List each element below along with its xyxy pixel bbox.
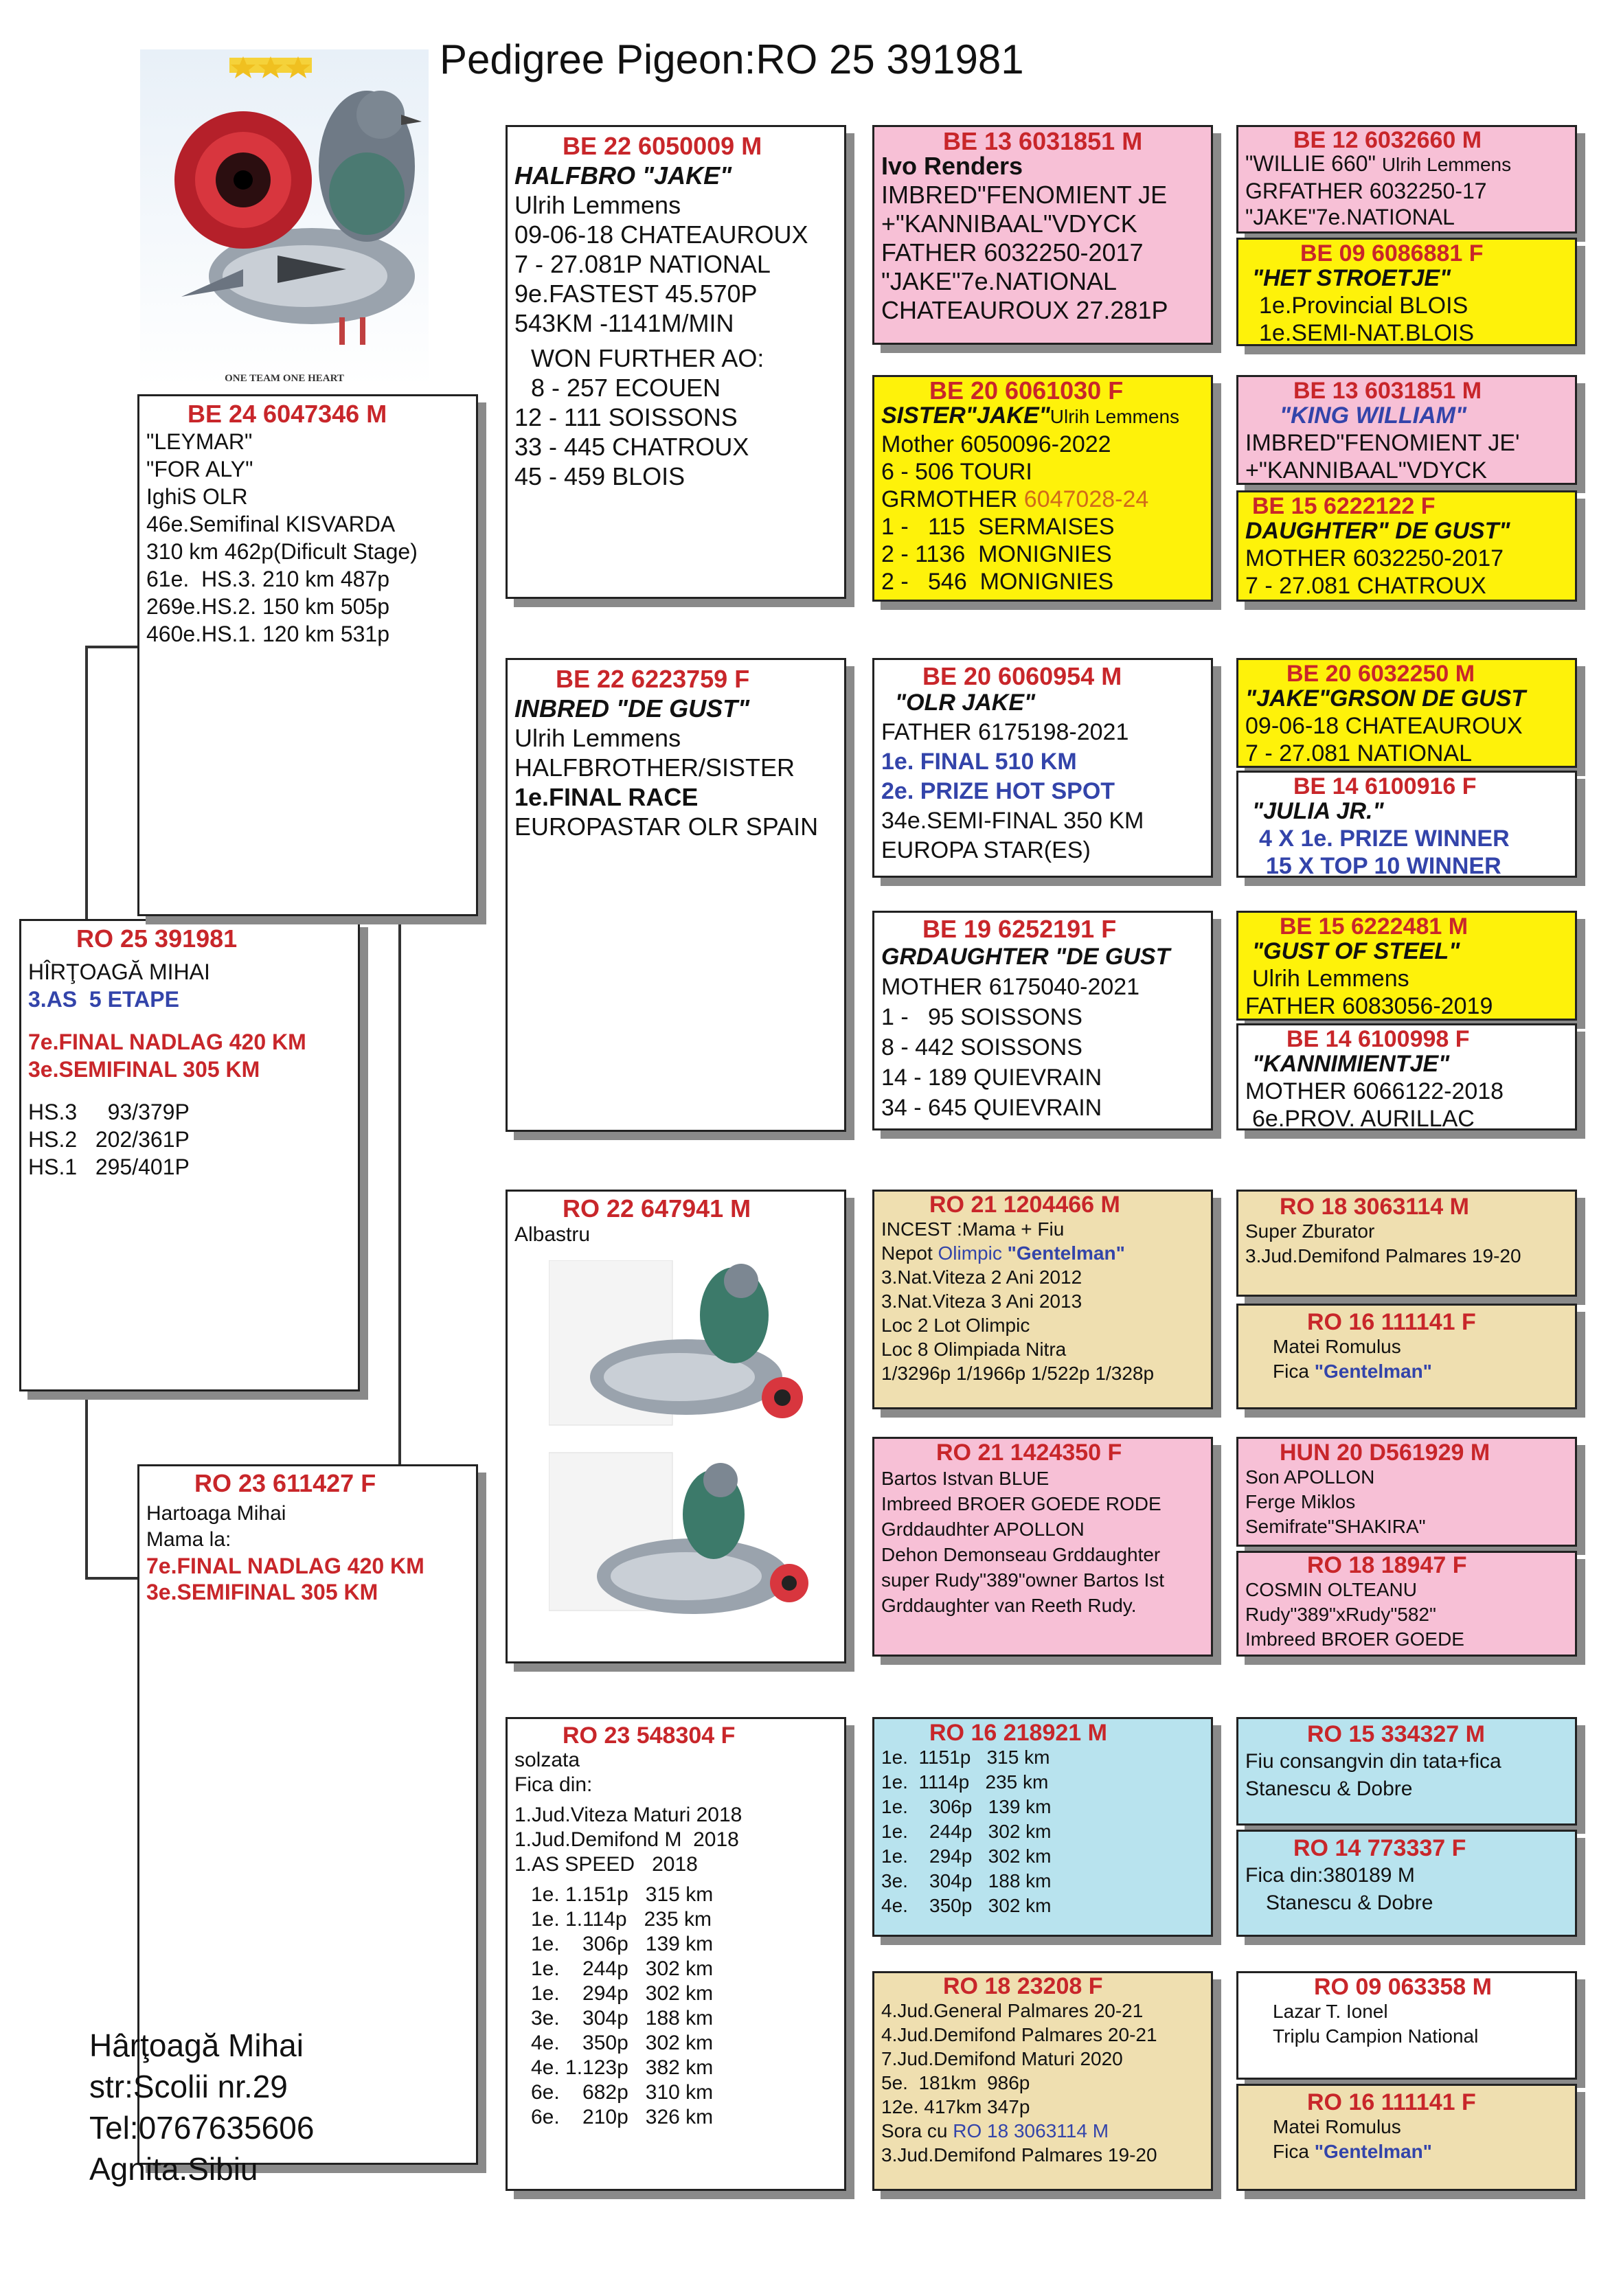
ring-number: RO 15 334327 M — [1307, 1721, 1485, 1747]
result-line: 1e. 1114p 235 km — [881, 1771, 1049, 1793]
result-line: 4.Jud.General Palmares 20-21 — [881, 2000, 1144, 2021]
pigeon-name: "KING WILLIAM" — [1280, 402, 1467, 429]
result-line: FATHER 6032250-2017 — [881, 238, 1144, 266]
result-line: 1 - 115 SERMAISES — [881, 514, 1115, 540]
result-line: 310 km 462p(Dificult Stage) — [146, 539, 418, 564]
result-line: 1e. 1151p 315 km — [881, 1747, 1050, 1768]
ring-number: BE 20 6060954 M — [922, 662, 1122, 690]
result-line: Grddaughter van Reeth Rudy. — [881, 1595, 1137, 1616]
ring-number: RO 16 111141 F — [1307, 2089, 1476, 2115]
ring-number: BE 22 6050009 M — [563, 132, 762, 160]
result-line: 4 X 1e. PRIZE WINNER — [1259, 826, 1510, 852]
ring-number: RO 18 23208 F — [943, 1973, 1103, 1999]
result-line: "JAKE"7e.NATIONAL — [1245, 205, 1455, 229]
result-line: 9e.FASTEST 45.570P — [514, 280, 758, 308]
gentelman-ref: "Gentelman" — [1007, 1242, 1125, 1264]
result-line: INCEST :Mama + Fiu — [881, 1218, 1065, 1240]
pedigree-card-gen3-4 — [506, 1717, 846, 2191]
result-line: 7 - 27.081 NATIONAL — [1245, 740, 1473, 766]
note: Mama la: — [146, 1528, 231, 1551]
pedigree-card-gen4-2 — [872, 375, 1213, 602]
label: GRMOTHER — [881, 486, 1024, 512]
ring-number: BE 20 6061030 F — [929, 376, 1124, 405]
result-line: 2e. PRIZE HOT SPOT — [881, 778, 1115, 804]
pigeon-name: "HET STROETJE" — [1252, 265, 1451, 291]
ring-number: RO 23 611427 F — [194, 1469, 376, 1497]
label: Nepot — [881, 1242, 938, 1264]
grandmother-line — [881, 486, 1204, 513]
ring-number: RO 16 111141 F — [1307, 1309, 1476, 1335]
result-line: 15 X TOP 10 WINNER — [1266, 853, 1501, 878]
color-note: Albastru — [514, 1223, 591, 1246]
pedigree-card-gen4-3 — [872, 658, 1213, 878]
owner-city: Agnita.Sibiu — [89, 2151, 258, 2187]
result-line: Ferge Miklos — [1245, 1491, 1356, 1512]
result-line: IMBRED"FENOMIENT JE' — [1245, 430, 1520, 456]
result-line: 6 - 506 TOURI — [881, 459, 1032, 485]
result-line: 1e. 294p 302 km — [881, 1845, 1052, 1867]
label: Sora cu — [881, 2120, 953, 2141]
pedigree-card-gen4-6 — [872, 1437, 1213, 1657]
pedigree-card-gen5-6 — [1236, 771, 1577, 878]
owner-name: Matei Romulus — [1273, 2116, 1401, 2137]
name-line — [1245, 150, 1568, 178]
result-line: 543KM -1141M/MIN — [514, 309, 734, 337]
ring-number: HUN 20 D561929 M — [1280, 1440, 1490, 1466]
result-line: 1e. 1.114p 235 km — [531, 1908, 712, 1931]
label: Fica — [1273, 2141, 1315, 2162]
pigeon-name: "OLR JAKE" — [895, 690, 1036, 716]
result-line: 1e. 244p 302 km — [881, 1821, 1052, 1842]
result-line: 3.Nat.Viteza 2 Ani 2012 — [881, 1266, 1082, 1288]
connector-line — [85, 646, 137, 648]
result-line: Mother 6050096-2022 — [881, 431, 1111, 457]
result-line: 5e. 181km 986p — [881, 2072, 1030, 2093]
result-line: +"KANNIBAAL"VDYCK — [881, 209, 1137, 238]
result-line: 6e. 210p 326 km — [531, 2106, 714, 2128]
pigeon-name: "LEYMAR" — [146, 429, 253, 454]
owner-street: str:Scolii nr.29 — [89, 2069, 288, 2104]
result-line: 460e.HS.1. 120 km 531p — [146, 622, 390, 646]
owner-name: Hârţoagă Mihai — [89, 2027, 304, 2063]
ring-number: BE 20 6032250 M — [1286, 661, 1475, 687]
ring-number: BE 14 6100998 F — [1286, 1026, 1470, 1052]
achievement: 3e.SEMIFINAL 305 KM — [28, 1057, 260, 1082]
result-line: Imbreed BROER GOEDE — [1245, 1628, 1464, 1650]
owner-name: Lazar T. Ionel — [1273, 2001, 1388, 2022]
owner-name: Stanescu & Dobre — [1245, 1777, 1413, 1800]
main-pigeon-photo — [140, 49, 429, 386]
result-line: 3e. 304p 188 km — [531, 2007, 714, 2030]
ring-number: RO 21 1424350 F — [936, 1440, 1122, 1466]
pedigree-card-gen5-3 — [1236, 375, 1577, 485]
result-line: 269e.HS.2. 150 km 505p — [146, 594, 390, 619]
pedigree-card-gen5-16 — [1236, 2084, 1577, 2191]
ring-ref: RO 18 3063114 M — [953, 2120, 1109, 2141]
achievement: 7e.FINAL NADLAG 420 KM — [28, 1030, 306, 1054]
result-line: Son APOLLON — [1245, 1466, 1375, 1488]
photo-caption: ONE TEAM ONE HEART — [225, 373, 344, 384]
result-line: GRFATHER 6032250-17 — [1245, 179, 1487, 203]
owner-name: Ulrih Lemmens — [514, 724, 681, 752]
result-line: 61e. HS.3. 210 km 487p — [146, 567, 389, 591]
result-line: 1e. 306p 139 km — [531, 1933, 714, 1955]
connector-line — [85, 1577, 137, 1580]
result-line: MOTHER 6066122-2018 — [1245, 1078, 1504, 1104]
result-line: 3e. 304p 188 km — [881, 1870, 1052, 1891]
pigeon-name: "GUST OF STEEL" — [1252, 938, 1460, 964]
result-line: 4e. 350p 302 km — [531, 2032, 714, 2054]
pedigree-card-gen4-8 — [872, 1971, 1213, 2191]
ring-number: RO 16 218921 M — [929, 1720, 1107, 1746]
pigeon-name: SISTER"JAKE" — [881, 402, 1050, 429]
result-line: 09-06-18 CHATEAUROUX — [1245, 713, 1523, 739]
result-line: FATHER 6083056-2019 — [1245, 993, 1493, 1019]
result-line: 09-06-18 CHATEAUROUX — [514, 220, 808, 249]
result-line: 1e. 306p 139 km — [881, 1796, 1052, 1817]
achievement: 1.AS SPEED 2018 — [514, 1853, 698, 1876]
result-line: Semifrate"SHAKIRA" — [1245, 1516, 1426, 1537]
owner-name: Ulrih Lemmens — [1252, 966, 1409, 992]
result-line: 33 - 445 CHATROUX — [514, 433, 749, 461]
result-line: 6e. 682p 310 km — [531, 2081, 714, 2104]
ring-number: BE 12 6032660 M — [1293, 127, 1482, 153]
ring-number: RO 18 3063114 M — [1280, 1194, 1469, 1220]
result-line: HS.1 295/401P — [28, 1155, 190, 1179]
pedigree-card-sire — [137, 394, 478, 916]
result-line: Dehon Demonseau Grddaughter — [881, 1544, 1161, 1565]
page-title: Pedigree Pigeon:RO 25 391981 — [440, 36, 1024, 82]
result-line: MOTHER 6175040-2021 — [881, 974, 1140, 1000]
ring-number: RO 22 647941 M — [563, 1194, 751, 1223]
ring-number: BE 13 6031851 M — [943, 127, 1143, 155]
result-line: 46e.Semifinal KISVARDA — [146, 512, 396, 536]
result-line: HALFBROTHER/SISTER — [514, 753, 795, 782]
result-line: 7.Jud.Demifond Maturi 2020 — [881, 2048, 1123, 2069]
ring-number: BE 15 6222481 M — [1280, 913, 1468, 940]
result-line: Fica din:380189 M — [1245, 1864, 1415, 1887]
pedigree-card-gen5-11 — [1236, 1437, 1577, 1547]
owner-phone: Tel:0767635606 — [89, 2110, 315, 2146]
pigeon-name: "JULIA JR." — [1252, 798, 1384, 824]
pigeon-name: "KANNIMIENTJE" — [1252, 1051, 1450, 1077]
gentelman-ref: "Gentelman" — [1314, 2141, 1432, 2162]
result-line: 3.Nat.Viteza 3 Ani 2013 — [881, 1291, 1082, 1312]
result-line: 1e. FINAL 510 KM — [881, 749, 1077, 775]
ring-number: BE 14 6100916 F — [1293, 773, 1477, 799]
ring-number: RO 23 548304 F — [563, 1723, 736, 1749]
label-olimpic: Olimpic — [938, 1242, 1008, 1264]
result-line: Loc 8 Olimpiada Nitra — [881, 1339, 1067, 1360]
owner-name: Matei Romulus — [1273, 1336, 1401, 1357]
pigeon-name: INBRED "DE GUST" — [514, 694, 750, 723]
result-line: 6e.PROV. AURILLAC — [1252, 1106, 1475, 1130]
result-line: IMBRED"FENOMIENT JE — [881, 181, 1168, 209]
result-line: 7 - 27.081 CHATROUX — [1245, 573, 1486, 599]
owner-name: Ulrih Lemmens — [1381, 154, 1512, 175]
pedigree-card-gen5-7 — [1236, 911, 1577, 1021]
result-line: 1/3296p 1/1966p 1/522p 1/328p — [881, 1363, 1155, 1384]
pedigree-card-gen5-9 — [1236, 1190, 1577, 1297]
pedigree-card-gen5-12 — [1236, 1551, 1577, 1657]
result-line: 4e. 1.123p 382 km — [531, 2056, 714, 2079]
name-line — [881, 402, 1204, 431]
owner-name: Ulrih Lemmens — [514, 191, 681, 219]
pigeon-name: HALFBRO "JAKE" — [514, 161, 732, 190]
note: Fica din: — [514, 1773, 593, 1796]
pedigree-card-gen3-1 — [506, 125, 846, 599]
result-line: 1e.SEMI-NAT.BLOIS — [1259, 320, 1475, 346]
result-line: Super Zburator — [1245, 1220, 1375, 1242]
owner-name: Stanescu & Dobre — [1266, 1891, 1433, 1914]
pedigree-card-gen5-1 — [1236, 125, 1577, 234]
result-line: Grddaudhter APOLLON — [881, 1519, 1085, 1540]
pedigree-card-gen4-4 — [872, 911, 1213, 1130]
owner-name: Ulrih Lemmens — [1050, 406, 1180, 427]
result-line: CHATEAUROUX 27.281P — [881, 296, 1168, 324]
pedigree-card-gen5-10 — [1236, 1304, 1577, 1409]
ring-number: BE 19 6252191 F — [922, 915, 1117, 943]
result-line: EUROPASTAR OLR SPAIN — [514, 812, 819, 841]
result-line: 14 - 189 QUIEVRAIN — [881, 1065, 1102, 1091]
result-line: 12e. 417km 347p — [881, 2096, 1030, 2117]
owner-address — [89, 2025, 314, 2190]
result-line: 1e.FINAL RACE — [514, 783, 699, 811]
ring-number: RO 09 063358 M — [1314, 1974, 1492, 2000]
result-line: 12 - 111 SOISSONS — [514, 403, 738, 431]
pedigree-card-gen3-3 — [506, 1190, 846, 1663]
pedigree-card-gen5-5 — [1236, 658, 1577, 768]
result-line: 3.Jud.Demifond Palmares 19-20 — [881, 2144, 1157, 2166]
result-line: 45 - 459 BLOIS — [514, 462, 685, 490]
color-note: solzata — [514, 1749, 580, 1771]
daughter-line — [1273, 1359, 1568, 1384]
result-line: Imbreed BROER GOEDE RODE — [881, 1493, 1161, 1514]
ring-number: RO 14 773337 F — [1293, 1835, 1466, 1861]
result-line: 1 - 95 SOISSONS — [881, 1004, 1082, 1030]
pedigree-card-gen5-14 — [1236, 1830, 1577, 1937]
owner-name: Ivo Renders — [881, 152, 1023, 180]
result-line: super Rudy"389"owner Bartos Ist — [881, 1569, 1165, 1591]
ring-number: BE 15 6222122 F — [1252, 493, 1436, 519]
result-line: 1e. 1.151p 315 km — [531, 1883, 714, 1906]
result-line: 2 - 1136 MONIGNIES — [881, 541, 1112, 567]
pigeon-illustration-icon — [140, 49, 429, 386]
result-line: 2 - 546 MONIGNIES — [881, 569, 1114, 595]
pigeon-name: "WILLIE 660" — [1245, 151, 1376, 176]
achievement: 1.Jud.Viteza Maturi 2018 — [514, 1804, 742, 1826]
ring-number: RO 21 1204466 M — [929, 1192, 1120, 1218]
result-line: Fiu consangvin din tata+fica — [1245, 1750, 1501, 1773]
result-line: HS.3 93/379P — [28, 1100, 190, 1124]
result-line: Loc 2 Lot Olimpic — [881, 1315, 1030, 1336]
result-line: 1e. 244p 302 km — [531, 1957, 714, 1980]
result-line: EUROPA STAR(ES) — [881, 837, 1091, 863]
pedigree-card-gen5-13 — [1236, 1717, 1577, 1826]
result-line: MOTHER 6032250-2017 — [1245, 545, 1504, 571]
ring-number: BE 24 6047346 M — [188, 400, 387, 428]
result-line: 34 - 645 QUIEVRAIN — [881, 1095, 1102, 1121]
result-line: +"KANNIBAAL"VDYCK — [1245, 457, 1487, 484]
result-line: 3.Jud.Demifond Palmares 19-20 — [1245, 1245, 1521, 1266]
result-line: Bartos Istvan BLUE — [881, 1468, 1050, 1489]
pedigree-card-gen5-4 — [1236, 490, 1577, 602]
pedigree-card-gen4-1 — [872, 125, 1213, 345]
owner-name: HÎRŢOAGĂ MIHAI — [28, 959, 210, 984]
result-line: Rudy"389"xRudy"582" — [1245, 1604, 1436, 1625]
result-line: 34e.SEMI-FINAL 350 KM — [881, 808, 1144, 834]
achievement: 3e.SEMIFINAL 305 KM — [146, 1580, 378, 1604]
ring-ref: 6047028-24 — [1023, 486, 1149, 512]
result-line: 8 - 442 SOISSONS — [881, 1034, 1082, 1060]
pigeon-name: "FOR ALY" — [146, 457, 253, 481]
pedigree-card-gen5-15 — [1236, 1971, 1577, 2080]
nephew-line — [881, 1241, 1204, 1265]
ring-number: BE 09 6086881 F — [1300, 240, 1484, 266]
pedigree-card-subject — [19, 919, 360, 1391]
label: Fica — [1273, 1361, 1315, 1382]
result-line: 1e. 294p 302 km — [531, 1982, 714, 2005]
result-line: 4e. 350p 302 km — [881, 1895, 1052, 1916]
sister-line — [881, 2119, 1204, 2143]
result-line: 8 - 257 ECOUEN — [531, 374, 721, 402]
result-line: Triplu Campion National — [1273, 2025, 1479, 2047]
pigeon-photos-icon — [549, 1260, 824, 1645]
achievement: 1.Jud.Demifond M 2018 — [514, 1828, 739, 1851]
achievement: 7e.FINAL NADLAG 420 KM — [146, 1554, 424, 1578]
result-line: 4.Jud.Demifond Palmares 20-21 — [881, 2024, 1157, 2045]
pedigree-card-gen4-5 — [872, 1190, 1213, 1409]
owner-name: Hartoaga Mihai — [146, 1502, 286, 1525]
pedigree-card-gen5-2 — [1236, 238, 1577, 346]
daughter-line — [1273, 2139, 1568, 2164]
pedigree-card-gen4-7 — [872, 1717, 1213, 1937]
result-line: FATHER 6175198-2021 — [881, 719, 1129, 745]
pigeon-name: "JAKE"GRSON DE GUST — [1245, 685, 1526, 712]
achievement: 3.AS 5 ETAPE — [28, 987, 179, 1012]
result-line: 1e.Provincial BLOIS — [1259, 293, 1468, 319]
ring-number: BE 22 6223759 F — [556, 665, 750, 693]
owner-name: IghiS OLR — [146, 484, 248, 509]
gentelman-ref: "Gentelman" — [1314, 1361, 1432, 1382]
ring-number: RO 25 391981 — [76, 924, 238, 953]
pigeon-name: GRDAUGHTER "DE GUST — [881, 944, 1170, 970]
owner-name: COSMIN OLTEANU — [1245, 1579, 1417, 1600]
result-line: WON FURTHER AO: — [531, 344, 764, 372]
ring-number: RO 18 18947 F — [1307, 1552, 1467, 1578]
pedigree-card-gen5-8 — [1236, 1023, 1577, 1130]
pigeon-name: DAUGHTER" DE GUST" — [1245, 518, 1510, 544]
ring-number: BE 13 6031851 M — [1293, 378, 1482, 404]
result-line: 7 - 27.081P NATIONAL — [514, 250, 771, 278]
result-line: HS.2 202/361P — [28, 1127, 190, 1152]
pedigree-card-gen3-2 — [506, 658, 846, 1132]
result-line: "JAKE"7e.NATIONAL — [881, 267, 1118, 295]
